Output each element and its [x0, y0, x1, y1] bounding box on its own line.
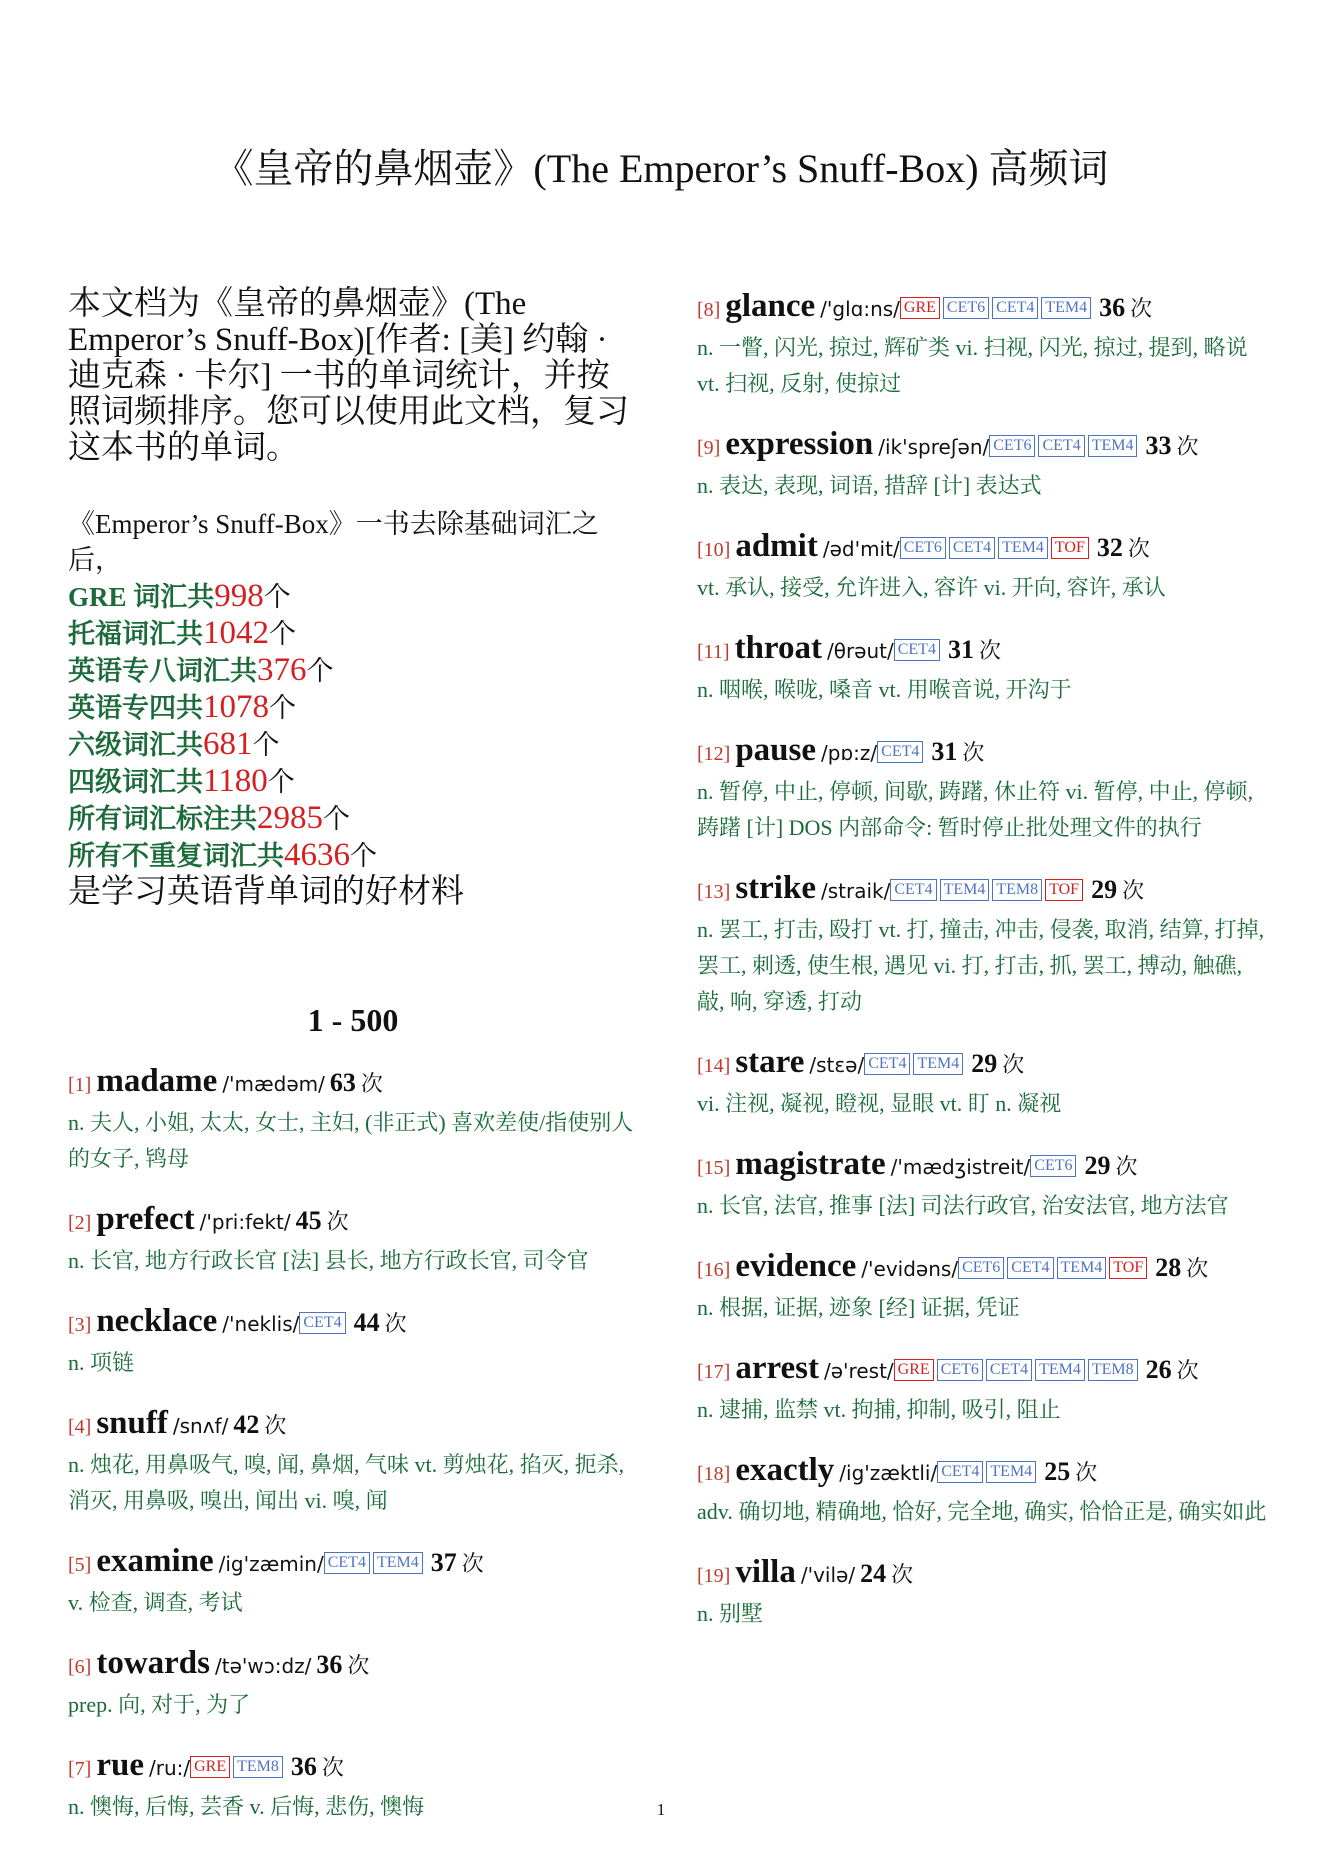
entry-index: [1] — [68, 1074, 92, 1096]
entry-tag: CET4 — [877, 741, 923, 763]
entry-definition: n. 逮捕, 监禁 vt. 拘捕, 抑制, 吸引, 阻止 — [697, 1397, 1061, 1422]
entry-head — [697, 526, 1269, 570]
entry-count: 37 — [430, 1548, 457, 1577]
entry-head — [68, 1301, 638, 1345]
entry-count: 44 — [353, 1308, 380, 1337]
entry-tag: CET4 — [949, 537, 995, 559]
word-entry — [697, 1552, 1269, 1632]
entry-definition: n. 长官, 法官, 推事 [法] 司法行政官, 治安法官, 地方法官 — [697, 1193, 1229, 1218]
entry-tag: CET4 — [324, 1552, 370, 1574]
word-entry — [697, 1348, 1269, 1428]
entry-phonetic: /ik'spreʃən/ — [878, 435, 990, 459]
entry-phonetic: /θrəut/ — [826, 639, 894, 663]
entry-word: evidence — [735, 1248, 857, 1284]
word-entry — [697, 730, 1269, 846]
stats-row — [68, 578, 638, 615]
stats-lead: 《Emperor’s Snuff-Box》一书去除基础词汇之后， — [68, 509, 599, 575]
entry-tag: CET4 — [992, 297, 1038, 319]
entry-tag: CET6 — [989, 435, 1035, 457]
entry-word: strike — [735, 870, 816, 906]
entry-count-suffix: 次 — [321, 1755, 344, 1780]
entry-index: [16] — [697, 1259, 731, 1281]
entry-index: [19] — [697, 1565, 731, 1587]
entry-word: glance — [725, 288, 816, 324]
stats-unit: 个 — [323, 804, 350, 834]
stats-label: GRE 词汇共 — [68, 582, 215, 612]
stats-row — [68, 652, 638, 689]
entry-word: prefect — [96, 1201, 195, 1237]
entry-count: 36 — [316, 1650, 343, 1679]
entry-count: 28 — [1155, 1253, 1182, 1282]
entry-index: [2] — [68, 1212, 92, 1234]
stats-unit: 个 — [350, 841, 377, 871]
entry-count: 29 — [1091, 875, 1118, 904]
stats-label: 所有词汇标注共 — [68, 804, 257, 834]
entry-word: necklace — [96, 1303, 218, 1339]
entry-count: 36 — [1099, 293, 1126, 322]
entry-tag: TEM8 — [233, 1756, 283, 1778]
stats-label: 托福词汇共 — [68, 619, 203, 649]
page-number: 1 — [656, 1800, 666, 1819]
entry-head — [697, 1348, 1269, 1392]
entry-count-suffix: 次 — [264, 1413, 287, 1438]
entry-phonetic: /ru:/ — [148, 1756, 191, 1780]
entry-phonetic: /əd'mit/ — [822, 537, 900, 561]
entry-tag: TEM4 — [1057, 1257, 1107, 1279]
entry-word: villa — [735, 1554, 796, 1590]
entry-word: towards — [96, 1645, 210, 1681]
word-entry — [697, 1144, 1269, 1224]
entry-definition: n. 长官, 地方行政长官 [法] 县长, 地方行政长官, 司令官 — [68, 1248, 589, 1273]
entry-count-suffix: 次 — [1130, 296, 1153, 321]
entry-index: [8] — [697, 299, 721, 321]
entry-head — [697, 1042, 1269, 1086]
stats-label: 六级词汇共 — [68, 730, 203, 760]
entry-tag: TEM8 — [992, 879, 1042, 901]
stats-block — [68, 506, 638, 910]
entry-tag: CET4 — [864, 1053, 910, 1075]
entry-definition: n. 表达, 表现, 词语, 措辞 [计] 表达式 — [697, 473, 1042, 498]
entry-tag: GRE — [894, 1359, 934, 1381]
entry-index: [10] — [697, 539, 731, 561]
stats-unit: 个 — [267, 767, 295, 797]
entry-count-suffix: 次 — [1176, 1358, 1199, 1383]
stats-unit: 个 — [263, 582, 291, 612]
entry-index: [12] — [697, 743, 731, 765]
entry-phonetic: /'glɑ:ns/ — [820, 297, 900, 321]
entry-head — [68, 1403, 638, 1447]
entry-count: 42 — [233, 1410, 260, 1439]
entry-tag: TEM4 — [1035, 1359, 1085, 1381]
entry-index: [18] — [697, 1463, 731, 1485]
entry-count-suffix: 次 — [461, 1551, 484, 1576]
entry-definition: n. 夫人, 小姐, 太太, 女士, 主妇, (非正式) 喜欢差使/指使别人的女子, 鸨母 — [68, 1110, 634, 1171]
entry-count-suffix: 次 — [1122, 878, 1145, 903]
entry-tag: CET4 — [890, 879, 936, 901]
entries-left — [68, 1061, 638, 1825]
stats-unit: 个 — [269, 619, 296, 649]
entry-count: 29 — [1084, 1151, 1111, 1180]
entry-head — [697, 1552, 1269, 1596]
entry-head — [697, 1246, 1269, 1290]
word-entry — [68, 1403, 638, 1519]
entry-count-suffix: 次 — [1176, 434, 1199, 459]
entry-count: 29 — [971, 1049, 998, 1078]
stats-tail: 是学习英语背单词的好材料 — [68, 874, 464, 910]
entry-tag: TOF — [1051, 537, 1089, 559]
entry-definition: n. 罢工, 打击, 殴打 vt. 打, 撞击, 冲击, 侵袭, 取消, 结算, 打掉, 罢工, 刺透, 使生根, 遇见 vi. 打, 打击, 抓, 罢工, 搏动, 触礁, 敲, 响, 穿透, 打动 — [697, 917, 1265, 1014]
word-entry — [68, 1199, 638, 1279]
entry-tag: CET4 — [1007, 1257, 1053, 1279]
entry-phonetic: /'mædəm/ — [222, 1072, 325, 1096]
entry-word: examine — [96, 1543, 214, 1579]
entry-index: [6] — [68, 1656, 92, 1678]
entry-index: [9] — [697, 437, 721, 459]
entry-word: exactly — [735, 1452, 835, 1488]
entry-count-suffix: 次 — [978, 638, 1001, 663]
entry-definition: prep. 向, 对于, 为了 — [68, 1692, 251, 1717]
stats-row — [68, 763, 638, 800]
entry-count: 26 — [1145, 1355, 1172, 1384]
stats-label: 英语专四共 — [68, 693, 203, 723]
entry-definition: n. 根据, 证据, 迹象 [经] 证据, 凭证 — [697, 1295, 1020, 1320]
entry-tag: CET6 — [900, 537, 946, 559]
entry-word: stare — [735, 1044, 805, 1080]
stats-row — [68, 800, 638, 837]
entry-definition: vt. 承认, 接受, 允许进入, 容许 vi. 开向, 容许, 承认 — [697, 575, 1166, 600]
entry-definition: v. 检查, 调查, 考试 — [68, 1590, 243, 1615]
entry-definition: n. 懊悔, 后悔, 芸香 v. 后悔, 悲伤, 懊悔 — [68, 1794, 425, 1819]
entry-tag: CET4 — [299, 1312, 345, 1334]
entry-word: throat — [734, 630, 822, 666]
entry-count-suffix: 次 — [1127, 536, 1150, 561]
entry-tag: TEM4 — [998, 537, 1048, 559]
entry-index: [5] — [68, 1554, 92, 1576]
stats-value: 681 — [203, 726, 253, 762]
entry-count-suffix: 次 — [384, 1311, 407, 1336]
word-entry — [68, 1061, 638, 1177]
entry-count: 33 — [1145, 431, 1172, 460]
entry-head — [68, 1061, 638, 1105]
entry-tag: CET4 — [1038, 435, 1084, 457]
entry-word: admit — [735, 528, 818, 564]
stats-rows — [68, 578, 638, 874]
entry-count-suffix: 次 — [891, 1562, 914, 1587]
entry-count-suffix: 次 — [360, 1071, 383, 1096]
stats-row — [68, 837, 638, 874]
entry-definition: vi. 注视, 凝视, 瞪视, 显眼 vt. 盯 n. 凝视 — [697, 1091, 1062, 1116]
entry-tag: CET4 — [894, 639, 940, 661]
entry-tag: CET6 — [958, 1257, 1004, 1279]
entry-phonetic: /ig'zæktli/ — [839, 1461, 938, 1485]
entry-count: 45 — [295, 1206, 322, 1235]
entry-definition: n. 咽喉, 喉咙, 嗓音 vt. 用喉音说, 开沟于 — [697, 677, 1072, 702]
stats-value: 376 — [257, 652, 307, 688]
entry-head — [697, 424, 1269, 468]
stats-label: 四级词汇共 — [68, 767, 203, 797]
word-entry — [697, 286, 1269, 402]
left-column — [68, 286, 638, 1847]
entry-head — [697, 1144, 1269, 1188]
entry-phonetic: /'neklis/ — [222, 1312, 300, 1336]
entry-head — [697, 628, 1269, 672]
entry-definition: n. 别墅 — [697, 1601, 764, 1626]
entry-count: 31 — [947, 635, 974, 664]
entry-index: [14] — [697, 1055, 731, 1077]
entry-word: snuff — [96, 1405, 168, 1441]
entry-head — [68, 1745, 638, 1789]
stats-value: 1180 — [203, 763, 268, 799]
entry-phonetic: /ig'zæmin/ — [218, 1552, 324, 1576]
entry-count-suffix: 次 — [962, 740, 985, 765]
stats-label: 所有不重复词汇共 — [68, 841, 284, 871]
entry-tag: TEM4 — [913, 1053, 963, 1075]
entry-tag: TEM4 — [986, 1461, 1036, 1483]
range-heading: 1 - 500 — [307, 1002, 399, 1038]
entry-phonetic: /'pri:fekt/ — [199, 1210, 291, 1234]
stats-unit: 个 — [252, 730, 280, 760]
entry-definition: n. 暂停, 中止, 停顿, 间歇, 踌躇, 休止符 vi. 暂停, 中止, 停顿, 踌躇 [计] DOS 内部命令: 暂时停止批处理文件的执行 — [697, 779, 1254, 840]
entry-count-suffix: 次 — [1115, 1154, 1138, 1179]
page-title: 《皇帝的鼻烟壶》(The Emperor’s Snuff-Box) 高频词 — [213, 146, 1109, 191]
entry-head — [697, 1450, 1269, 1494]
stats-unit: 个 — [306, 656, 334, 686]
entry-definition: n. 烛花, 用鼻吸气, 嗅, 闻, 鼻烟, 气味 vt. 剪烛花, 掐灭, 扼杀, 消灭, 用鼻吸, 嗅出, 闻出 vi. 嗅, 闻 — [68, 1452, 625, 1513]
entry-phonetic: /snʌf/ — [172, 1414, 229, 1438]
word-entry — [697, 526, 1269, 606]
entry-index: [4] — [68, 1416, 92, 1438]
entry-definition: n. 项链 — [68, 1350, 135, 1375]
word-entry — [697, 628, 1269, 708]
stats-row — [68, 689, 638, 726]
stats-row — [68, 726, 638, 763]
word-entry — [697, 424, 1269, 504]
word-entry — [697, 868, 1269, 1020]
entry-tag: TEM4 — [1041, 297, 1091, 319]
entries-right — [697, 286, 1269, 1632]
entry-phonetic: /pɒ:z/ — [821, 741, 878, 765]
stats-value: 2985 — [257, 800, 323, 836]
entry-tag: CET4 — [937, 1461, 983, 1483]
entry-phonetic: /ə'rest/ — [824, 1359, 894, 1383]
entry-tag: TOF — [1045, 879, 1083, 901]
entry-tag: TEM8 — [1088, 1359, 1138, 1381]
entry-tag: TEM4 — [373, 1552, 423, 1574]
entry-tag: GRE — [900, 297, 940, 319]
intro-paragraph: 本文档为《皇帝的鼻烟壶》(The Emperor’s Snuff-Box)[作者: [美] 约翰 · 迪克森 · 卡尔] 一书的单词统计，并按照词频排序。您可以使用此文档，复习这本书的单词。 — [68, 286, 629, 466]
stats-row — [68, 615, 638, 652]
word-entry — [68, 1541, 638, 1621]
word-entry — [697, 1042, 1269, 1122]
entry-index: [7] — [68, 1758, 92, 1780]
entry-head — [68, 1541, 638, 1585]
entry-count: 32 — [1096, 533, 1123, 562]
entry-count-suffix: 次 — [1002, 1052, 1025, 1077]
entry-phonetic: /'evidəns/ — [861, 1257, 959, 1281]
word-entry — [68, 1301, 638, 1381]
entry-definition: adv. 确切地, 精确地, 恰好, 完全地, 确实, 恰恰正是, 确实如此 — [697, 1499, 1267, 1524]
entry-index: [15] — [697, 1157, 731, 1179]
stats-value: 1078 — [203, 689, 269, 725]
entry-head — [697, 286, 1269, 330]
entry-head — [697, 868, 1269, 912]
word-entry — [697, 1246, 1269, 1326]
entry-count-suffix: 次 — [1186, 1256, 1209, 1281]
entry-word: magistrate — [735, 1146, 886, 1182]
entry-word: rue — [96, 1747, 144, 1783]
entry-definition: n. 一瞥, 闪光, 掠过, 辉矿类 vi. 扫视, 闪光, 掠过, 提到, 略说 vt. 扫视, 反射, 使掠过 — [697, 335, 1248, 396]
entry-count: 24 — [860, 1559, 887, 1588]
entry-count: 63 — [329, 1068, 356, 1097]
entry-tag: CET6 — [1030, 1155, 1076, 1177]
entry-phonetic: /stɛə/ — [809, 1053, 865, 1077]
entry-count: 25 — [1044, 1457, 1071, 1486]
entry-word: pause — [735, 732, 817, 768]
entry-index: [3] — [68, 1314, 92, 1336]
entry-word: madame — [96, 1063, 218, 1099]
entry-count-suffix: 次 — [326, 1209, 349, 1234]
stats-unit: 个 — [269, 693, 296, 723]
word-entry — [68, 1643, 638, 1723]
entry-count: 36 — [290, 1752, 317, 1781]
entry-tag: CET6 — [943, 297, 989, 319]
entry-phonetic: /'vilə/ — [800, 1563, 856, 1587]
entry-tag: TOF — [1109, 1257, 1147, 1279]
entry-phonetic: /tə'wɔ:dz/ — [215, 1654, 312, 1678]
stats-label: 英语专八词汇共 — [68, 656, 257, 686]
entry-head — [68, 1643, 638, 1687]
entry-phonetic: /'mædʒistreit/ — [890, 1155, 1031, 1179]
entry-tag: TEM4 — [1088, 435, 1138, 457]
entry-phonetic: /straik/ — [820, 879, 891, 903]
entry-head — [697, 730, 1269, 774]
entry-tag: CET4 — [986, 1359, 1032, 1381]
entry-head — [68, 1199, 638, 1243]
entry-index: [13] — [697, 881, 731, 903]
stats-value: 998 — [214, 578, 264, 614]
entry-word: expression — [725, 426, 874, 462]
word-entry — [697, 1450, 1269, 1530]
entry-count-suffix: 次 — [1075, 1460, 1098, 1485]
entry-word: arrest — [735, 1350, 820, 1386]
entry-tag: CET6 — [937, 1359, 983, 1381]
entry-index: [17] — [697, 1361, 731, 1383]
entry-tag: GRE — [190, 1756, 230, 1778]
entry-count: 31 — [931, 737, 958, 766]
entry-tag: TEM4 — [940, 879, 990, 901]
stats-value: 4636 — [284, 837, 350, 873]
entry-index: [11] — [697, 641, 730, 663]
entry-count-suffix: 次 — [347, 1653, 370, 1678]
right-column — [697, 286, 1269, 1654]
stats-value: 1042 — [203, 615, 269, 651]
